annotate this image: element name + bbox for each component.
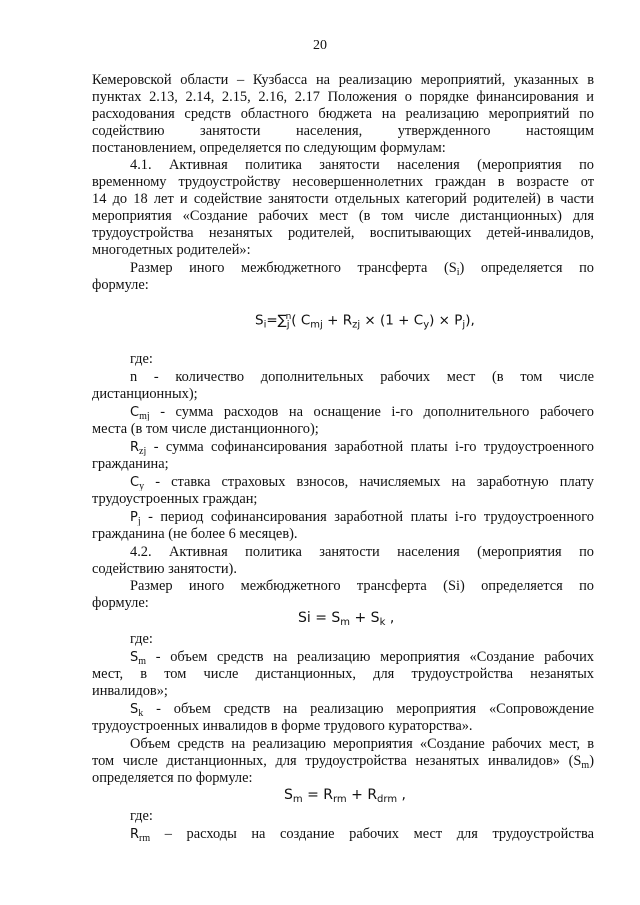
text-line: постановлением, определяется по следующим формулам: [92,140,446,156]
where-label: где: [130,351,153,367]
text-line: мест, в том числе дистанционных, для трудоустройства незанятых [92,666,594,682]
page-number: 20 [313,38,327,53]
text-line: трудоустройства незанятых родителей, воспитывающих детей-инвалидов, [92,225,594,241]
text-line: формуле: [92,277,149,293]
paragraph-4-1-heading: 4.1. Активная политика занятости населения (мероприятия по [130,157,594,173]
text-line: формуле: [92,595,149,611]
transfer-size-line: Размер иного межбюджетного трансферта $(S_i)$ определяется по [130,260,594,277]
text-line: инвалидов»; [92,683,168,699]
text-line: определяется по формуле: [92,770,253,786]
text-line: содействию занятости населения, утвержденного настоящим [92,123,594,139]
def-cy: $C_y$ - ставка страховых взносов, начисляемых на заработную плату [130,474,594,491]
text-line: Кемеровской области – Кузбасса на реализацию мероприятий, указанных в [92,72,594,88]
text-line: мероприятия «Создание рабочих мест (в том числе дистанционных) для [92,208,594,224]
text-line: гражданина; [92,456,169,472]
text-line: том числе дистанционных, для трудоустройства незанятых инвалидов» $(S_m)$ [92,753,594,770]
text-line: места (в том числе дистанционного); [92,421,319,437]
text-line: временному трудоустройству несовершеннолетних граждан в возрасте от [92,174,594,190]
where-label: где: [130,631,153,647]
paragraph-4-2-heading: 4.2. Активная политика занятости населения (мероприятия по [130,544,594,560]
def-pj: $P_j$ - период софинансирования заработной платы i-го трудоустроенного [130,509,594,526]
text-line: трудоустроенных граждан; [92,491,258,507]
text-line: гражданина (не более 6 месяцев). [92,526,298,542]
def-rzj: $R_{zj}$ - сумма софинансирования заработной платы i-го трудоустроенного [130,439,594,456]
def-rrm: $R_{rm}$ – расходы на создание рабочих мест для трудоустройства [130,826,594,843]
def-cmj: $C_{mj}$ - сумма расходов на оснащение i-го дополнительного рабочего [130,404,594,421]
formula-si: $S_i=\sum_j^n$( $C_{mj} + R_{zj} \times (1 + C_y) \times P_j$), [255,312,475,331]
text-line: пунктах 2.13, 2.14, 2.15, 2.16, 2.17 Положения о порядке финансирования и [92,89,594,105]
transfer-size-line: Размер иного межбюджетного трансферта (Si) определяется по [130,578,594,594]
volume-paragraph: Объем средств на реализацию мероприятия «Создание рабочих мест, в [130,736,594,752]
text-line: содействию занятости). [92,561,237,577]
formula-sm: $S_m = R_{rm} + R_{drm}$ , [284,787,406,805]
text-line: дистанционных); [92,386,198,402]
def-n: n - количество дополнительных рабочих мест (в том числе [130,369,594,385]
formula-si-sum: $Si = S_m + S_k$ , [298,610,395,628]
def-sm: $S_m$ - объем средств на реализацию мероприятия «Создание рабочих [130,649,594,666]
text-line: многодетных родителей»: [92,242,251,258]
text-line: 14 до 18 лет и содействие занятости отдельных категорий родителей) в части [92,191,594,207]
text-line: трудоустроенных инвалидов в форме трудового кураторства». [92,718,473,734]
def-sk: $S_k$ - объем средств на реализацию мероприятия «Сопровождение [130,701,594,718]
where-label: где: [130,808,153,824]
text-line: расходования средств областного бюджета на реализацию мероприятий по [92,106,594,122]
